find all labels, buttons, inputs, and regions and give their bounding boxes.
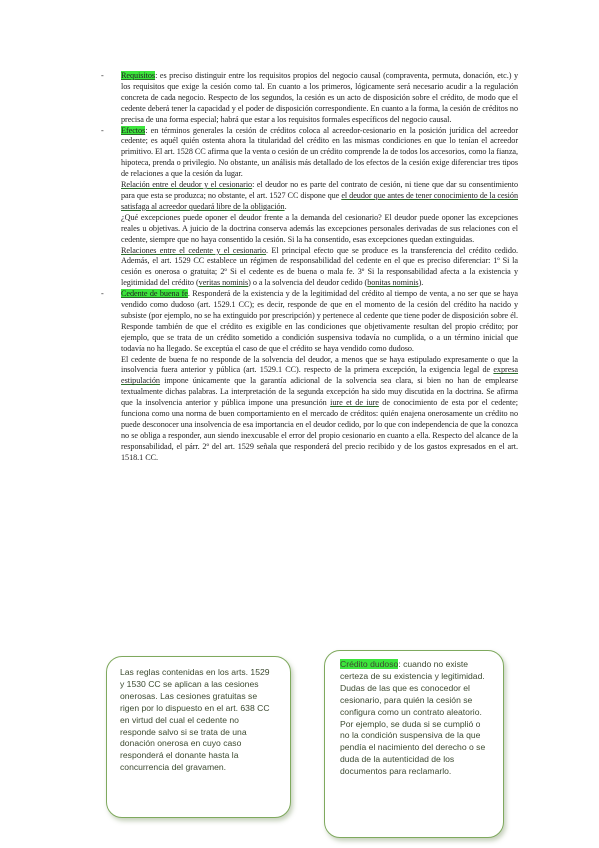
buena-fe-body: . Responderá de la existencia y de la legitimidad del crédito al tiempo de venta, a no ser que se haya vendido como dudoso (art. 1529.1 CC); es decir, responde de que en el momento de la cesión del crédito ha nacido y subsiste (por ejemplo, no se ha extinguido por prescripción) y pertenece al cedente que tiene poder de disposición sobre él. Responde también de que el crédito es exigible en las condiciones que objetivamente resultan del propio crédito; por ejemplo, que se trata de un crédito sometido a condición suspensiva todavía no cumplida, o a un término inicial que todavía no ha llegado. Se exceptúa el caso de que el crédito se haya vendido como dudoso. [121, 289, 518, 353]
relacion-cedente-mid: ) o a la solvencia del deudor cedido ( [248, 278, 368, 288]
expresa-estipulacion: expresa estipulación [121, 365, 518, 386]
relacion-cedente-end: ). [418, 278, 424, 288]
requisitos-body: : es preciso distinguir entre los requisitos propios del negocio causal (compraventa, permuta, donación, etc.) y los requisitos que exige la cesión como tal. En cuanto a los primeros, lógicamente será necesario acudir a la regulación concreta de cada negocio. Respecto de los segundos, la cesión es un acto de disposición sobre el crédito, de modo que el cedente deberá tener la capacidad y el poder de disposición correspondiente. En cuanto a la forma, la cesión de créditos no precisa de una forma especial; habrá que estar a los requisitos formales específicos del negocio causal. [121, 71, 518, 124]
term-buena-fe: Cedente de buena fe [121, 289, 188, 299]
term-efectos: Efectos [121, 125, 146, 135]
iure-et-de-iure: iure et de iure [330, 398, 379, 408]
relacion-cedente-paragraph [121, 246, 518, 290]
bullet: - [101, 289, 104, 299]
note-box-credito-dudoso [324, 650, 504, 838]
relacion-deudor-paragraph [121, 180, 518, 213]
term-requisitos: Requisitos [121, 71, 156, 80]
bullet: - [101, 71, 104, 80]
efectos-body: : en términos generales la cesión de créditos coloca al acreedor-cesionario en la posición jurídica del acreedor cedente; es aquél quién ostenta ahora la titularidad del crédito en las mismas condiciones en que lo tenían el acreedor primitivo. El art. 1528 CC afirma que la venta o cesión de un crédito comprende la de todos los accesorios, como la fianza, hipoteca, prenda o privilegio. No obstante, un análisis más detallado de los efectos de la cesión exige diferenciar tres tipos de relaciones a que la cesión da lugar. [121, 125, 518, 179]
relacion-deudor-body: : el deudor no es parte del contrato de cesión, ni tiene que dar su consentimiento para que esta se produzca; no obstante, el art. 1527 CC dispone que [121, 180, 518, 200]
bonitas-nominis: bonitas nominis [367, 278, 419, 288]
relacion-deudor-end: . [284, 201, 287, 211]
item-requisitos [101, 71, 518, 126]
veritas-nominis: veritas nominis [198, 278, 249, 288]
excepciones-paragraph: ¿Qué excepciones puede oponer el deudor frente a la demanda del cesionario? El deudor puede oponer las excepciones reales u objetivas. A juicio de la doctrina conserva además las excepciones personales derivadas de sus relaciones con el cedente, siempre que no haya consentido la cesión. Si la ha consentido, esas excepciones quedan extinguidas. [121, 212, 518, 244]
item-buena-fe [101, 289, 518, 354]
bullet: - [101, 125, 104, 135]
note-box-cesiones [106, 656, 291, 818]
solvencia-b: impone únicamente que la garantía adicional de la solvencia sea clara, si bien no han de emplearse textualmente dichas palabras. La interpretación de la segunda excepción ha sido muy discutida en la doctrina. Se afirma que la insolvencia anterior y pública impone una presunción [121, 376, 518, 408]
term-credito-dudoso: Crédito dudoso [340, 659, 399, 669]
solvencia-c: de conocimiento de esta por el cedente; funciona como una norma de buen comportamiento en el mercado de créditos: quién enajena onerosamente un crédito no puede desconocer una insolvencia de esa importancia en el deudor cedido, por lo que con independencia de que la conozca no se obliga a responder, aun siendo inexcusable el error del propio cesionario en cuanto a ella. Respecto del alcance de la responsabilidad, el párr. 2º del art. 1529 señala que responderá del precio recibido y de los gastos expresados en el art. 1518.1 CC. [121, 398, 518, 462]
solvencia-a: El cedente de buena fe no responde de la solvencia del deudor, a menos que se haya estipulado expresamente o que la insolvencia fuera anterior y pública (art. 1529.1 CC). respecto de la primera excepción, la exigencia legal de [121, 354, 518, 375]
credito-dudoso-body: : cuando no existe certeza de su existencia y legitimidad. Dudas de las que es conocedor el cesionario, para quién la cesión se configura como un contrato aleatorio. Por ejemplo, se duda si se cumplió o no la condición suspensiva de la que pendía el nacimiento del derecho o se duda de la autenticidad de los documentos para reclamarlo. [340, 659, 486, 777]
note-box-credito-dudoso-text [340, 659, 490, 778]
item-efectos [101, 125, 518, 181]
relacion-deudor-underlined: el deudor que antes de tener conocimiento de la cesión satisfaga al acreedor quedará libre de la obligación [121, 190, 518, 211]
relacion-cedente-label: Relaciones entre el cedente y el cesionario [121, 245, 267, 255]
note-box-cesiones-text: Las reglas contenidas en los arts. 1529 y 1530 CC se aplican a las cesiones onerosas. Las cesiones gratuitas se rigen por lo dispuesto en el art. 638 CC en virtud del cual el cedente no responde salvo si se trata de una donación onerosa en cuyo caso responderá el donante hasta la concurrencia del gravamen. [120, 667, 270, 773]
solvencia-paragraph [121, 355, 518, 464]
relacion-cedente-body: . El principal efecto que se produce es la transferencia del crédito cedido. Además, el art. 1529 CC establece un régimen de responsabilidad del cedente en el que es preciso diferenciar: 1º Si la cesión es onerosa o gratuita; 2º Si el cedente es de buena o mala fe. 3º Si la responsabilidad afecta a la existencia y legitimidad del crédito ( [121, 245, 518, 288]
relacion-deudor-label: Relación entre el deudor y el cesionario [121, 180, 253, 190]
main-text [101, 71, 518, 464]
